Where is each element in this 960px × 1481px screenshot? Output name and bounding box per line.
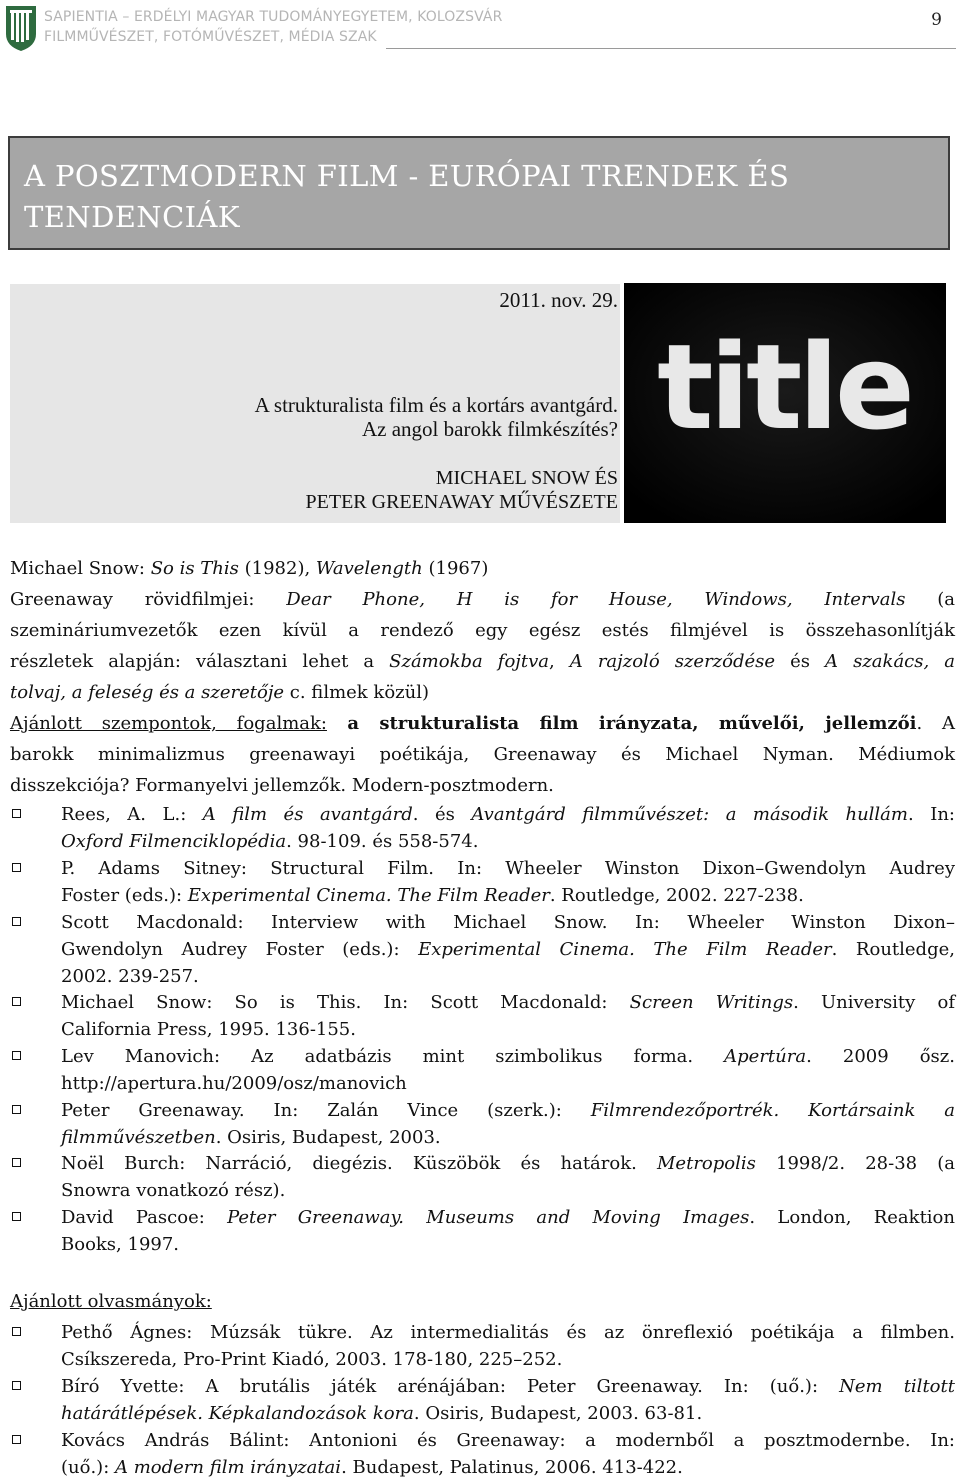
work-title: Nem tiltott: [839, 1376, 955, 1397]
work-title: filmművészetben: [61, 1127, 216, 1148]
text-run: . University of: [793, 992, 955, 1013]
header-divider: [386, 48, 956, 49]
text-run: . Osiris, Budapest, 2003. 63-81.: [413, 1403, 703, 1424]
reading-item: [10, 1427, 955, 1481]
text-line: [61, 989, 955, 1016]
text-run: Michael Snow: So is This. In: Scott Macdonald:: [61, 992, 630, 1013]
text-run: Bíró Yvette: A brutális játék arénájában: Peter Greenaway. In: (uő.):: [61, 1376, 840, 1397]
text-run: . Routledge,: [831, 939, 955, 960]
text-line: Kovács András Bálint: Antonioni és Greenaway: a modernből a posztmodernbe. In:: [61, 1430, 955, 1451]
work-title: Peter Greenaway. Museums and Moving Images: [227, 1207, 750, 1228]
bibliography-item: [10, 909, 955, 990]
film-still-image: [624, 283, 946, 523]
session-info-box: [10, 284, 620, 523]
film-title: Számokba fojtva: [389, 651, 550, 672]
text-run: David Pascoe:: [61, 1207, 228, 1228]
bibliography-item: [10, 1150, 955, 1204]
reading-item: [10, 1373, 955, 1427]
session-subject: Az angol barokk filmkészítés?: [362, 417, 618, 441]
text-line: Scott Macdonald: Interview with Michael Snow. In: Wheeler Winston Dixon–: [61, 912, 955, 933]
bibliography-item: [10, 1043, 955, 1097]
film-title: A szakács, a: [825, 651, 955, 672]
text-line: [61, 1373, 955, 1400]
reading-item: [10, 1319, 955, 1373]
text-line: szemináriumvezetők ezen kívül a rendező egy egész estés filmjével is összehasonlítják: [10, 620, 955, 641]
text-run: . és: [412, 804, 472, 825]
checkbox-bullet-icon: [12, 1158, 21, 1167]
text-run: Lev Manovich: Az adatbázis mint szimbolikus forma.: [61, 1046, 725, 1067]
text-run: (uő.):: [61, 1457, 115, 1478]
title-line: A POSZTMODERN FILM - EURÓPAI TRENDEK ÉS: [24, 159, 790, 193]
film-title: So is This: [150, 558, 239, 579]
text-line: [61, 936, 955, 963]
text-line: California Press, 1995. 136-155.: [61, 1019, 356, 1040]
university-logo-icon: [4, 4, 38, 52]
checkbox-bullet-icon: [12, 809, 21, 818]
work-title: A modern film irányzatai: [114, 1457, 342, 1478]
films-paragraph: [10, 553, 955, 708]
text-line: [10, 584, 955, 615]
text-line: [61, 1097, 955, 1124]
text-line: [61, 1124, 955, 1151]
page-title: [24, 156, 924, 238]
text-line: [61, 801, 955, 828]
work-title: Oxford Filmenciklopédia: [61, 831, 287, 852]
text-line: barokk minimalizmus greenawayi poétikája, Greenaway és Michael Nyman. Médiumok: [10, 744, 955, 765]
checkbox-bullet-icon: [12, 917, 21, 926]
text-line: Csíkszereda, Pro-Print Kiadó, 2003. 178-180, 225–252.: [61, 1349, 563, 1370]
text-run: és: [775, 651, 826, 672]
text-line: [10, 553, 955, 584]
session-date: 2011. nov. 29.: [499, 288, 618, 312]
text-line: Books, 1997.: [61, 1234, 180, 1255]
work-title: Screen Writings: [629, 992, 794, 1013]
bibliography-item: [10, 801, 955, 855]
text-run: . Budapest, Palatinus, 2006. 413-422.: [341, 1457, 683, 1478]
title-line: TENDENCIÁK: [24, 200, 240, 234]
text-run: . London, Reaktion: [749, 1207, 955, 1228]
text-line: [61, 882, 955, 909]
checkbox-bullet-icon: [12, 1381, 21, 1390]
text-run: . 2009 ősz.: [806, 1046, 955, 1067]
text-run: . 98-109. és 558-574.: [286, 831, 479, 852]
text-run: Noël Burch: Narráció, diegézis. Küszöbök és határok.: [61, 1153, 657, 1174]
text-run: . Osiris, Budapest, 2003.: [215, 1127, 441, 1148]
page-number: 9: [931, 10, 942, 30]
title-box: [8, 136, 950, 250]
header-department: FILMMŰVÉSZET, FOTÓMŰVÉSZET, MÉDIA SZAK: [44, 29, 377, 45]
readings-heading: [10, 1286, 955, 1317]
text-run: c. filmek közül): [284, 682, 430, 703]
text-line: P. Adams Sitney: Structural Film. In: Wheeler Winston Dixon–Gwendolyn Audrey: [61, 858, 955, 879]
work-title: A film és avantgárd: [202, 804, 413, 825]
session-artists: PETER GREENAWAY MŰVÉSZETE: [305, 491, 618, 513]
session-subject: A strukturalista film és a kortárs avantgárd.: [254, 393, 618, 417]
work-title: Filmrendezőportrék. Kortársaink a: [590, 1100, 955, 1121]
page-header: [0, 0, 960, 60]
text-line: [10, 677, 955, 708]
text-line: disszekciója? Formanyelvi jellemzők. Modern-posztmodern.: [10, 775, 554, 796]
checkbox-bullet-icon: [12, 1212, 21, 1221]
header-institution: SAPIENTIA – ERDÉLYI MAGYAR TUDOMÁNYEGYETEM, KOLOZSVÁR: [44, 9, 503, 25]
checkbox-bullet-icon: [12, 997, 21, 1006]
work-title: Apertúra: [724, 1046, 807, 1067]
film-title: tolvaj, a feleség és a szeretője: [10, 682, 285, 703]
text-run: Gwendolyn Audrey Foster (eds.):: [61, 939, 419, 960]
work-title: Metropolis: [657, 1153, 756, 1174]
text-line: [61, 828, 955, 855]
text-run: ,: [549, 651, 570, 672]
text-run: Michael Snow:: [10, 558, 151, 579]
section-label: Ajánlott szempontok, fogalmak:: [10, 713, 327, 734]
checkbox-bullet-icon: [12, 1105, 21, 1114]
work-title: Experimental Cinema. The Film Reader: [418, 939, 832, 960]
text-line: [61, 1043, 955, 1070]
text-line: [61, 1204, 955, 1231]
checkbox-bullet-icon: [12, 1435, 21, 1444]
film-title: Dear Phone, H is for House, Windows, Intervals: [286, 589, 906, 610]
text-run: Greenaway rövidfilmjei:: [10, 589, 287, 610]
bibliography-item: [10, 855, 955, 909]
text-run: Rees, A. L.:: [61, 804, 203, 825]
text-run: 1998/2. 28-38 (a: [755, 1153, 955, 1174]
concepts-paragraph: [10, 708, 955, 801]
text-line: Snowra vonatkozó rész).: [61, 1180, 286, 1201]
film-still-text: title: [657, 318, 911, 456]
section-label: Ajánlott olvasmányok:: [10, 1291, 212, 1312]
checkbox-bullet-icon: [12, 1327, 21, 1336]
work-title: Avantgárd filmművészet: a második hullám: [471, 804, 908, 825]
text-run: . In:: [908, 804, 955, 825]
text-run: (a: [905, 589, 955, 610]
text-line: 2002. 239-257.: [61, 966, 199, 987]
key-concepts: a strukturalista film irányzata, művelői, jellemzői: [326, 713, 917, 734]
text-run: . A: [916, 713, 955, 734]
text-line: [61, 1400, 955, 1427]
text-line: [10, 646, 955, 677]
checkbox-bullet-icon: [12, 863, 21, 872]
film-title: A rajzoló szerződése: [569, 651, 776, 672]
text-run: Foster (eds.):: [61, 885, 188, 906]
text-run: . Routledge, 2002. 227-238.: [549, 885, 804, 906]
text-run: (1982),: [238, 558, 316, 579]
text-line: [61, 1150, 955, 1177]
film-title: Wavelength: [315, 558, 423, 579]
film-still-graphic: [624, 283, 946, 523]
bibliography-item: [10, 1097, 955, 1151]
text-line: [10, 708, 955, 739]
bibliography-item: [10, 1204, 955, 1258]
session-artists: MICHAEL SNOW ÉS: [435, 467, 618, 489]
text-run: Peter Greenaway. In: Zalán Vince (szerk.):: [61, 1100, 591, 1121]
work-title: Experimental Cinema. The Film Reader: [187, 885, 550, 906]
text-line: Pethő Ágnes: Múzsák tükre. Az intermedialitás és az önreflexió poétikája a filmben.: [61, 1322, 955, 1343]
work-title: határátlépések. Képkalandozások kora: [61, 1403, 414, 1424]
bibliography-item: [10, 989, 955, 1043]
text-run: (1967): [422, 558, 489, 579]
reference-url[interactable]: http://apertura.hu/2009/osz/manovich: [61, 1073, 407, 1094]
text-run: részletek alapján: választani lehet a: [10, 651, 390, 672]
checkbox-bullet-icon: [12, 1051, 21, 1060]
